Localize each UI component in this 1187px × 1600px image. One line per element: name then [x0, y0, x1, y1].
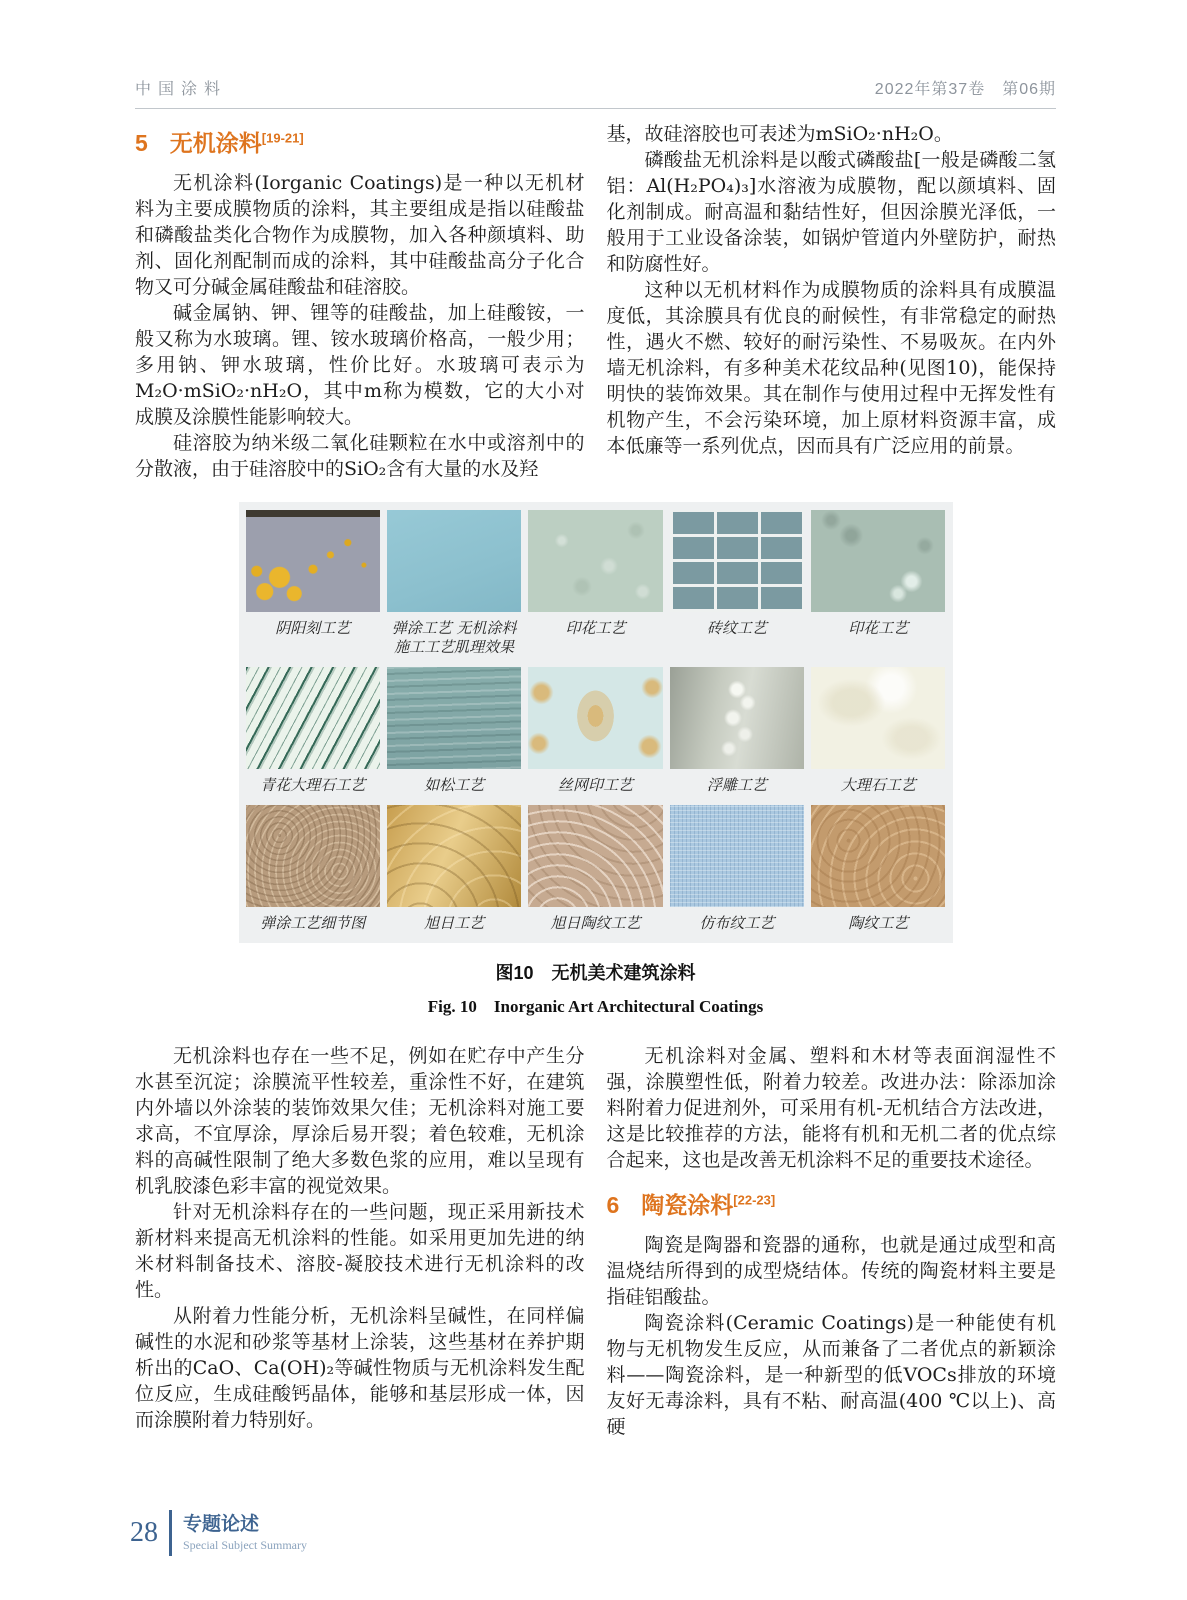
paragraph: 硅溶胶为纳米级二氧化硅颗粒在水中或溶剂中的分散液，由于硅溶胶中的SiO₂含有大量的水及羟	[135, 432, 585, 480]
print-pattern-texture-image	[528, 510, 662, 612]
left-column-top	[135, 121, 585, 482]
cell-caption: 印花工艺	[848, 619, 909, 637]
yinyang-carving-texture-image	[246, 510, 380, 612]
figure-cell	[528, 667, 662, 803]
paragraph: 无机涂料对金属、塑料和木材等表面润湿性不强，涂膜塑性低，附着力较差。改进办法：除添加涂料附着力促进剂外，可采用有机-无机结合方法改进，这是比较推荐的方法，能将有机和无机二者的优点综合起来，这也是改善无机涂料不足的重要技术途径。	[606, 1045, 1056, 1171]
pottery-pattern-texture-image	[811, 805, 945, 907]
page-number: 28	[130, 1517, 158, 1548]
paragraph-continuation: 基，故硅溶胶也可表述为mSiO₂·nH₂O。	[606, 123, 953, 145]
cell-caption: 如松工艺	[424, 776, 485, 794]
issue-info: 2022年第37卷 第06期	[874, 81, 1056, 98]
brick-pattern-texture-image	[670, 510, 804, 612]
silk-screen-texture-image	[528, 667, 662, 769]
paragraph: 这种以无机材料作为成膜物质的涂料具有成膜温度低，其涂膜具有优良的耐候性，有非常稳定的耐热性，遇火不燃、较好的耐污染性、不易吸灰。在内外墙无机涂料，有多种美术花纹品种(见图10)，能保持明快的装饰效果。其在制作与使用过程中无挥发性有机物产生，不会污染环境，加上原材料资源丰富，成本低廉等一系列优点，因而具有广泛应用的前景。	[606, 279, 1056, 457]
figure-cell	[670, 805, 804, 941]
spray-coating-texture-image	[387, 510, 521, 612]
right-column-bottom	[607, 1043, 1057, 1440]
relief-carving-texture-image	[670, 667, 804, 769]
blue-flower-marble-texture-image	[246, 667, 380, 769]
section-5-citation: [19-21]	[261, 130, 304, 146]
column-name-zh: 专题论述	[183, 1513, 260, 1535]
cell-caption: 弹涂工艺 无机涂料施工工艺肌理效果	[391, 619, 517, 656]
section-5-number: 5	[135, 130, 148, 156]
figure-10	[239, 502, 953, 943]
left-column-bottom	[135, 1043, 585, 1440]
footer-column-labels	[183, 1514, 307, 1553]
cell-caption: 旭日陶纹工艺	[550, 914, 641, 932]
figure-cell	[811, 805, 945, 941]
pine-pattern-texture-image	[387, 667, 521, 769]
section-6-number: 6	[606, 1192, 620, 1218]
section-5-title: 无机涂料	[169, 130, 262, 156]
footer-divider-bar	[169, 1510, 172, 1556]
figure-caption-en: Fig. 10 Inorganic Art Architectural Coatings	[427, 997, 764, 1016]
page-footer	[130, 1510, 307, 1556]
top-columns	[135, 121, 1056, 482]
paragraph: 无机涂料(Iorganic Coatings)是一种以无机材料为主要成膜物质的涂料，其主要组成是指以硅酸盐和磷酸盐类化合物作为成膜物，加入各种颜填料、助剂、固化剂配制而成的涂料，其中硅酸盐高分子化合物又可分碱金属硅酸盐和硅溶胶。	[135, 172, 585, 298]
figure-cell	[670, 667, 804, 803]
figure-cell	[387, 667, 521, 803]
fabric-imitation-texture-image	[670, 805, 804, 907]
cell-caption: 仿布纹工艺	[699, 914, 775, 932]
section-5-heading	[135, 125, 585, 158]
figure-cell	[811, 667, 945, 803]
cell-caption: 青花大理石工艺	[260, 776, 366, 794]
paragraph: 碱金属钠、钾、锂等的硅酸盐，加上硅酸铵，一般又称为水玻璃。锂、铵水玻璃价格高，一般少用；多用钠、钾水玻璃，性价比好。水玻璃可表示为M₂O·mSiO₂·nH₂O，其中m称为模数，它的大小对成膜及涂膜性能影响较大。	[135, 302, 585, 428]
page-header	[135, 76, 1056, 109]
paragraph: 无机涂料也存在一些不足，例如在贮存中产生分水甚至沉淀；涂膜流平性较差，重涂性不好，在建筑内外墙以外涂装的装饰效果欠佳；无机涂料对施工要求高，不宜厚涂，厚涂后易开裂；着色较难，无机涂料的高碱性限制了绝大多数色浆的应用，难以呈现有机乳胶漆色彩丰富的视觉效果。	[135, 1045, 585, 1197]
figure-cell	[246, 667, 380, 803]
cell-caption: 大理石工艺	[840, 776, 916, 794]
right-column-top	[607, 121, 1057, 482]
section-6-heading	[607, 1187, 1057, 1220]
marble-texture-image	[811, 667, 945, 769]
figure-cell	[528, 805, 662, 941]
figure-cell	[387, 510, 521, 665]
paragraph: 磷酸盐无机涂料是以酸式磷酸盐[一般是磷酸二氢铝：Al(H₂PO₄)₃]水溶液为成膜物，配以颜填料、固化剂制成。耐高温和黏结性好，但因涂膜光泽低，一般用于工业设备涂装，如锅炉管道内外壁防护，耐热和防腐性好。	[606, 149, 1056, 275]
paragraph: 陶瓷是陶器和瓷器的通称，也就是通过成型和高温烧结所得到的成型烧结体。传统的陶瓷材料主要是指硅铝酸盐。	[606, 1234, 1056, 1308]
spray-detail-texture-image	[246, 805, 380, 907]
figure-cell	[246, 805, 380, 941]
figure-cell	[387, 805, 521, 941]
paragraph: 陶瓷涂料(Ceramic Coatings)是一种能使有机物与无机物发生反应，从而兼备了二者优点的新颖涂料——陶瓷涂料，是一种新型的低VOCs排放的环境友好无毒涂料，具有不粘、耐高温(400 ℃以上)、高硬	[606, 1312, 1056, 1438]
section-6-citation: [22-23]	[733, 1192, 776, 1208]
figure-cell	[528, 510, 662, 665]
cell-caption: 弹涂工艺细节图	[260, 914, 366, 932]
cell-caption: 丝网印工艺	[557, 776, 633, 794]
paragraph: 针对无机涂料存在的一些问题，现正采用新技术新材料来提高无机涂料的性能。如采用更加先进的纳米材料制备技术、溶胶-凝胶技术进行无机涂料的改性。	[135, 1201, 585, 1301]
figure-grid	[246, 510, 946, 941]
sunrise-texture-image	[387, 805, 521, 907]
cell-caption: 印花工艺	[565, 619, 626, 637]
bottom-columns	[135, 1043, 1056, 1440]
figure-caption-zh: 图10 无机美术建筑涂料	[495, 963, 696, 983]
cell-caption: 旭日工艺	[424, 914, 485, 932]
column-name-en: Special Subject Summary	[183, 1537, 307, 1552]
figure-cell	[811, 510, 945, 665]
section-6-title: 陶瓷涂料	[641, 1192, 734, 1218]
cell-caption: 阴阳刻工艺	[275, 619, 351, 637]
figure-cell	[670, 510, 804, 665]
print-flower-texture-image	[811, 510, 945, 612]
cell-caption: 浮雕工艺	[706, 776, 767, 794]
sunrise-pottery-texture-image	[528, 805, 662, 907]
figure-cell	[246, 510, 380, 665]
cell-caption: 陶纹工艺	[848, 914, 909, 932]
journal-name: 中国涂料	[135, 81, 228, 98]
paragraph: 从附着力性能分析，无机涂料呈碱性，在同样偏碱性的水泥和砂浆等基材上涂装，这些基材在养护期析出的CaO、Ca(OH)₂等碱性物质与无机涂料发生配位反应，生成硅酸钙晶体，能够和基层形成一体，因而涂膜附着力特别好。	[135, 1305, 585, 1431]
cell-caption: 砖纹工艺	[706, 619, 767, 637]
